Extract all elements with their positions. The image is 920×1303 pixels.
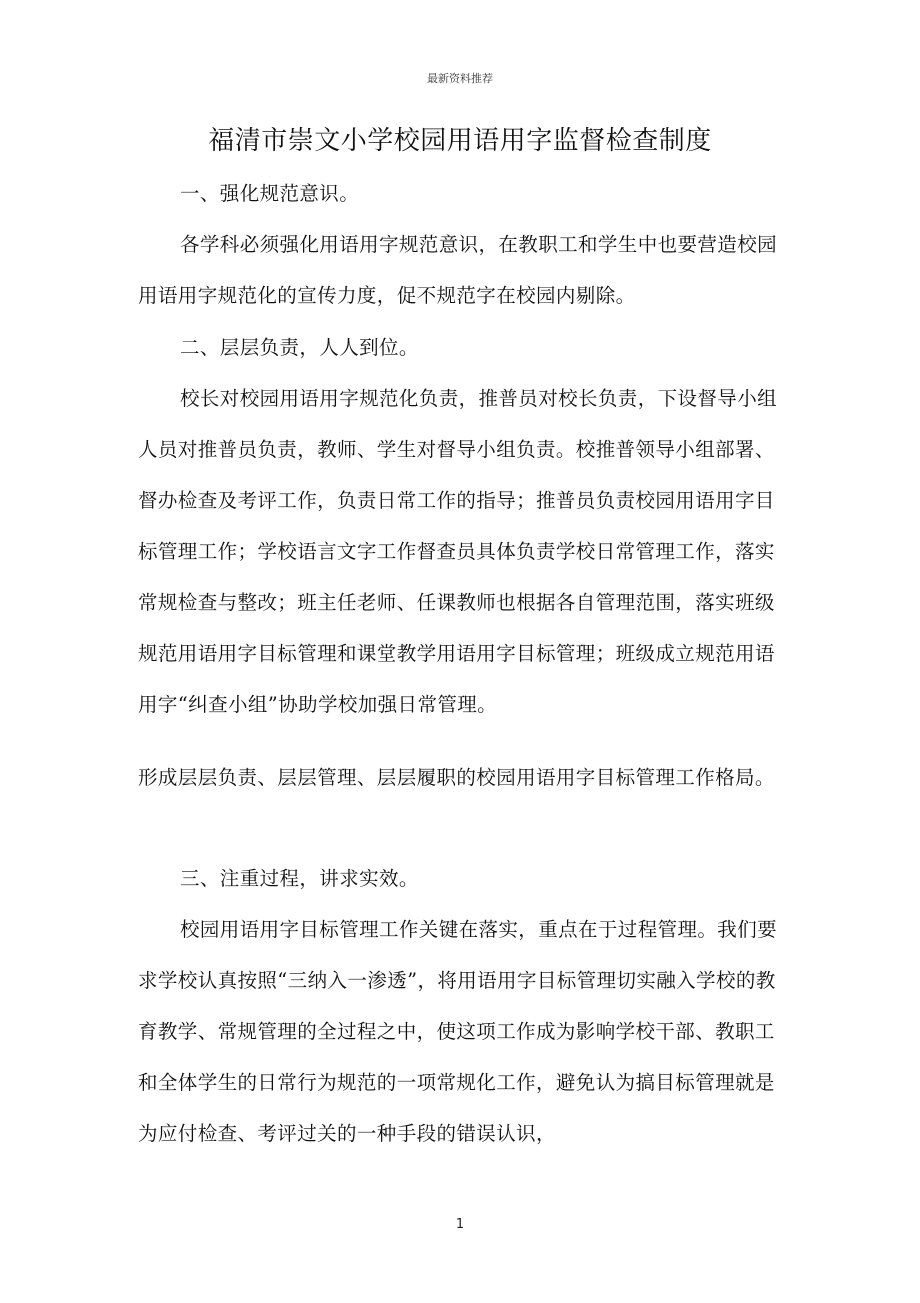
document-title: 福清市崇文小学校园用语用字监督检查制度 [208, 126, 712, 156]
section-paragraph-4: 校园用语用字目标管理工作关键在落实，重点在于过程管理。我们要求学校认真按照“三纳入一渗透”，将用语用字目标管理切实融入学校的教育教学、常规管理的全过程之中，使这项工作成为影响学校干部、教职工和全体学生的日常行为规范的一项常规化工作，避免认为搞目标管理就是为应付检查、考评过关的一种手段的错误认识， [138, 918, 778, 1145]
section-paragraph-2: 校长对校园用语用字规范化负责，推普员对校长负责，下设督导小组人员对推普员负责，教师、学生对督导小组负责。校推普领导小组部署、督办检查及考评工作，负责日常工作的指导；推普员负责校园用语用字目标管理工作；学校语言文字工作督查员具体负责学校日常管理工作，落实常规检查与整改；班主任老师、任课教师也根据各自管理范围，落实班级规范用语用字目标管理和课堂教学用语用字目标管理；班级成立规范用语用字“纠查小组”协助学校加强日常管理。 [138, 387, 778, 716]
section-paragraph-1: 各学科必须强化用语用字规范意识，在教职工和学生中也要营造校园用语用字规范化的宣传力度，促不规范字在校园内剔除。 [138, 233, 778, 307]
section-heading-1: 一、强化规范意识。 [180, 182, 360, 205]
section-paragraph-3: 形成层层负责、层层管理、层层履职的校园用语用字目标管理工作格局。 [138, 766, 775, 789]
section-heading-3: 三、注重过程，讲求实效。 [180, 867, 419, 890]
header-note: 最新资料推荐 [427, 72, 493, 85]
section-heading-2: 二、层层负责，人人到位。 [180, 336, 419, 359]
page-number: 1 [455, 1217, 465, 1232]
